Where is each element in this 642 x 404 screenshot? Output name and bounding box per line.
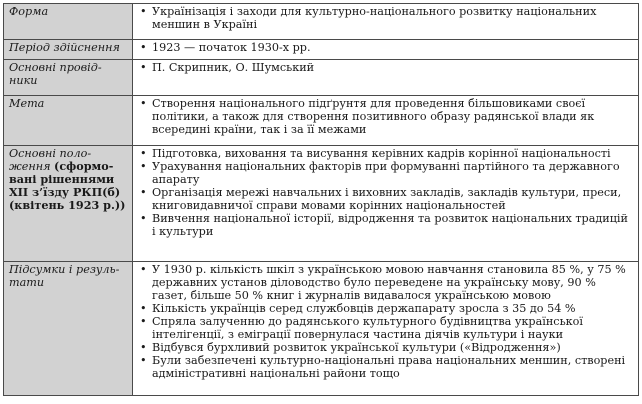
row-content-goal — [133, 96, 639, 146]
list-item: • Підготовка, виховання та висування керівних кадрів корінної національності — [138, 147, 633, 160]
row-label-goal: Мета — [4, 96, 133, 146]
list-item: • Українізація і заходи для культурно-національного розвитку національних меншин в Україні — [138, 5, 633, 31]
list-item: • 1923 — початок 1930-х рр. — [138, 41, 633, 54]
row-label-results: Підсумки і резуль- тати — [4, 262, 133, 396]
list-item: • Спряла залученню до радянського культурного будівництва української інтелігенції, з еміграції повернулася частина діячів культури і науки — [138, 315, 633, 341]
row-content-period — [133, 40, 639, 60]
ukrainization-table — [3, 3, 639, 396]
row-label-form: Форма — [4, 4, 133, 40]
row-label-provisions — [4, 146, 133, 262]
row-content-results — [133, 262, 639, 396]
list-item: • П. Скрипник, О. Шумський — [138, 61, 633, 74]
provisions-label-note: (сформо- вані рішеннями XII з’їзду РКП(б) (квітень 1923 р.)) — [9, 159, 126, 212]
list-item: • Кількість українців серед службовців держапарату зросла з 35 до 54 % — [138, 302, 633, 315]
table-row — [4, 40, 639, 60]
row-label-leaders: Основні провід- ники — [4, 60, 133, 96]
row-content-leaders — [133, 60, 639, 96]
list-item: • Урахування національних факторів при формуванні партійного та державного апарату — [138, 160, 633, 186]
list-item: • Були забезпечені культурно-національні права національних меншин, створені адміністративні національні райони тощо — [138, 354, 633, 380]
table-row — [4, 96, 639, 146]
list-item: • Відбувся бурхливий розвиток української культури («Відродження») — [138, 341, 633, 354]
table-row — [4, 60, 639, 96]
list-item: • У 1930 р. кількість шкіл з українською мовою навчання становила 85 %, у 75 % державних установ діловодство було переведене на українську мову, 90 % газет, більше 50 % книг і журналів видавалося українською мовою — [138, 263, 633, 302]
provisions-label-main: Основні поло- ження — [9, 147, 92, 173]
list-item: • Створення національного підґрунтя для проведення більшовиками своєї політики, а також для створення позитивного образу радянської влади як всередині країни, так і за її межами — [138, 97, 633, 136]
table-row — [4, 146, 639, 262]
list-item: • Вивчення національної історії, відродження та розвиток національних традицій і культури — [138, 212, 633, 238]
table-row — [4, 4, 639, 40]
table-row — [4, 262, 639, 396]
row-content-form — [133, 4, 639, 40]
list-item: • Організація мережі навчальних і виховних закладів, закладів культури, преси, книговидавничої справи мовами корінних національностей — [138, 186, 633, 212]
row-content-provisions — [133, 146, 639, 262]
ukrainization-table-wrapper — [3, 3, 639, 396]
row-label-period: Період здійснення — [4, 40, 133, 60]
